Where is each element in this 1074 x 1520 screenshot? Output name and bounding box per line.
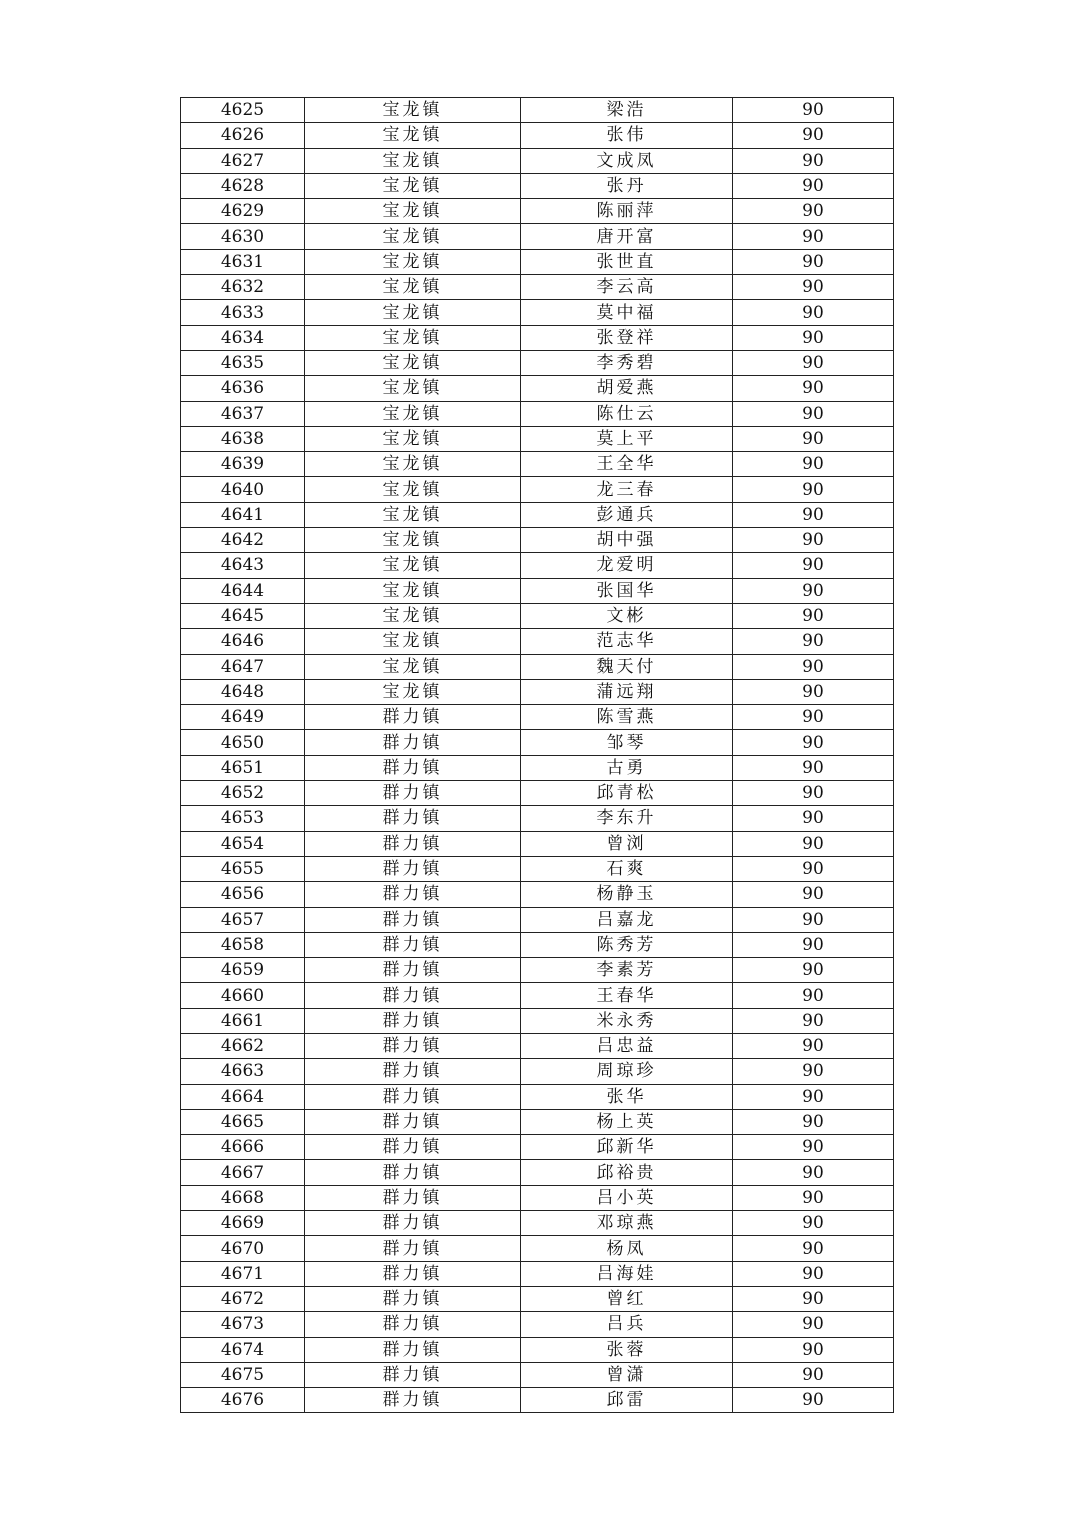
person-name-cell: 张伟: [521, 123, 733, 148]
person-name-cell: 彭通兵: [521, 502, 733, 527]
table-row: [181, 173, 894, 198]
table-row: [181, 275, 894, 300]
score-cell: 90: [733, 1008, 894, 1033]
row-number-cell: 4676: [181, 1388, 305, 1413]
person-name-cell: 王全华: [521, 452, 733, 477]
town-cell: 群力镇: [305, 1160, 521, 1185]
score-cell: 90: [733, 882, 894, 907]
score-cell: 90: [733, 148, 894, 173]
town-cell: 群力镇: [305, 1261, 521, 1286]
person-name-cell: 文彬: [521, 603, 733, 628]
score-cell: 90: [733, 1059, 894, 1084]
town-cell: 群力镇: [305, 1312, 521, 1337]
row-number-cell: 4662: [181, 1033, 305, 1058]
row-number-cell: 4670: [181, 1236, 305, 1261]
town-cell: 宝龙镇: [305, 275, 521, 300]
person-name-cell: 吕小英: [521, 1185, 733, 1210]
score-cell: 90: [733, 376, 894, 401]
row-number-cell: 4669: [181, 1211, 305, 1236]
table-row: [181, 679, 894, 704]
score-cell: 90: [733, 275, 894, 300]
table-row: [181, 1135, 894, 1160]
table-row: [181, 1337, 894, 1362]
town-cell: 宝龙镇: [305, 654, 521, 679]
row-number-cell: 4629: [181, 199, 305, 224]
row-number-cell: 4646: [181, 629, 305, 654]
person-name-cell: 魏天付: [521, 654, 733, 679]
person-name-cell: 张丹: [521, 173, 733, 198]
table-row: [181, 1008, 894, 1033]
town-cell: 宝龙镇: [305, 173, 521, 198]
row-number-cell: 4658: [181, 932, 305, 957]
person-name-cell: 范志华: [521, 629, 733, 654]
town-cell: 宝龙镇: [305, 376, 521, 401]
town-cell: 群力镇: [305, 1185, 521, 1210]
table-row: [181, 603, 894, 628]
score-cell: 90: [733, 553, 894, 578]
table-row: [181, 325, 894, 350]
score-cell: 90: [733, 1109, 894, 1134]
row-number-cell: 4635: [181, 350, 305, 375]
score-cell: 90: [733, 603, 894, 628]
person-name-cell: 陈丽萍: [521, 199, 733, 224]
row-number-cell: 4672: [181, 1286, 305, 1311]
score-cell: 90: [733, 958, 894, 983]
person-name-cell: 龙三春: [521, 477, 733, 502]
town-cell: 宝龙镇: [305, 148, 521, 173]
score-cell: 90: [733, 199, 894, 224]
score-cell: 90: [733, 1337, 894, 1362]
town-cell: 宝龙镇: [305, 98, 521, 123]
table-row: [181, 1160, 894, 1185]
person-name-cell: 张华: [521, 1084, 733, 1109]
person-name-cell: 邹琴: [521, 730, 733, 755]
person-name-cell: 张世直: [521, 249, 733, 274]
row-number-cell: 4649: [181, 705, 305, 730]
person-name-cell: 张蓉: [521, 1337, 733, 1362]
row-number-cell: 4674: [181, 1337, 305, 1362]
person-name-cell: 邱新华: [521, 1135, 733, 1160]
score-cell: 90: [733, 629, 894, 654]
table-row: [181, 1059, 894, 1084]
score-cell: 90: [733, 300, 894, 325]
row-number-cell: 4657: [181, 907, 305, 932]
row-number-cell: 4667: [181, 1160, 305, 1185]
row-number-cell: 4656: [181, 882, 305, 907]
row-number-cell: 4663: [181, 1059, 305, 1084]
row-number-cell: 4653: [181, 806, 305, 831]
score-cell: 90: [733, 426, 894, 451]
town-cell: 群力镇: [305, 1362, 521, 1387]
row-number-cell: 4637: [181, 401, 305, 426]
table-row: [181, 654, 894, 679]
table-row: [181, 224, 894, 249]
row-number-cell: 4654: [181, 831, 305, 856]
score-cell: 90: [733, 173, 894, 198]
town-cell: 宝龙镇: [305, 249, 521, 274]
score-cell: 90: [733, 477, 894, 502]
person-name-cell: 曾浏: [521, 831, 733, 856]
score-cell: 90: [733, 528, 894, 553]
table-row: [181, 1286, 894, 1311]
score-cell: 90: [733, 1362, 894, 1387]
person-name-cell: 杨静玉: [521, 882, 733, 907]
row-number-cell: 4632: [181, 275, 305, 300]
person-name-cell: 曾潇: [521, 1362, 733, 1387]
row-number-cell: 4660: [181, 983, 305, 1008]
score-cell: 90: [733, 1261, 894, 1286]
score-cell: 90: [733, 350, 894, 375]
row-number-cell: 4625: [181, 98, 305, 123]
table-row: [181, 1236, 894, 1261]
row-number-cell: 4643: [181, 553, 305, 578]
town-cell: 宝龙镇: [305, 629, 521, 654]
score-cell: 90: [733, 1388, 894, 1413]
person-name-cell: 杨上英: [521, 1109, 733, 1134]
town-cell: 宝龙镇: [305, 553, 521, 578]
score-cell: 90: [733, 831, 894, 856]
person-name-cell: 龙爱明: [521, 553, 733, 578]
score-cell: 90: [733, 705, 894, 730]
score-cell: 90: [733, 98, 894, 123]
person-name-cell: 莫中福: [521, 300, 733, 325]
row-number-cell: 4659: [181, 958, 305, 983]
town-cell: 群力镇: [305, 806, 521, 831]
table-row: [181, 856, 894, 881]
table-row: [181, 199, 894, 224]
table-row: [181, 781, 894, 806]
row-number-cell: 4628: [181, 173, 305, 198]
table-row: [181, 148, 894, 173]
table-row: [181, 502, 894, 527]
table-row: [181, 426, 894, 451]
town-cell: 宝龙镇: [305, 502, 521, 527]
table-row: [181, 1211, 894, 1236]
row-number-cell: 4655: [181, 856, 305, 881]
town-cell: 群力镇: [305, 755, 521, 780]
person-name-cell: 唐开富: [521, 224, 733, 249]
table-row: [181, 1084, 894, 1109]
table-row: [181, 452, 894, 477]
town-cell: 宝龙镇: [305, 578, 521, 603]
score-cell: 90: [733, 781, 894, 806]
row-number-cell: 4665: [181, 1109, 305, 1134]
row-number-cell: 4648: [181, 679, 305, 704]
table-row: [181, 350, 894, 375]
table-row: [181, 1261, 894, 1286]
row-number-cell: 4651: [181, 755, 305, 780]
score-cell: 90: [733, 907, 894, 932]
person-name-cell: 邓琼燕: [521, 1211, 733, 1236]
town-cell: 群力镇: [305, 882, 521, 907]
row-number-cell: 4668: [181, 1185, 305, 1210]
table-row: [181, 477, 894, 502]
town-cell: 群力镇: [305, 1033, 521, 1058]
person-name-cell: 吕海娃: [521, 1261, 733, 1286]
score-cell: 90: [733, 983, 894, 1008]
score-cell: 90: [733, 401, 894, 426]
score-cell: 90: [733, 1033, 894, 1058]
table-row: [181, 553, 894, 578]
score-cell: 90: [733, 679, 894, 704]
score-cell: 90: [733, 1084, 894, 1109]
table-row: [181, 123, 894, 148]
town-cell: 群力镇: [305, 705, 521, 730]
person-name-cell: 陈秀芳: [521, 932, 733, 957]
table-row: [181, 1312, 894, 1337]
town-cell: 群力镇: [305, 983, 521, 1008]
score-cell: 90: [733, 325, 894, 350]
town-cell: 宝龙镇: [305, 426, 521, 451]
row-number-cell: 4626: [181, 123, 305, 148]
table-row: [181, 831, 894, 856]
town-cell: 群力镇: [305, 1109, 521, 1134]
table-row: [181, 907, 894, 932]
town-cell: 群力镇: [305, 1211, 521, 1236]
score-cell: 90: [733, 1185, 894, 1210]
town-cell: 群力镇: [305, 781, 521, 806]
table-row: [181, 755, 894, 780]
score-cell: 90: [733, 654, 894, 679]
town-cell: 群力镇: [305, 1286, 521, 1311]
row-number-cell: 4644: [181, 578, 305, 603]
table-row: [181, 528, 894, 553]
table-row: [181, 1033, 894, 1058]
town-cell: 宝龙镇: [305, 452, 521, 477]
person-name-cell: 文成凤: [521, 148, 733, 173]
table-row: [181, 629, 894, 654]
score-cell: 90: [733, 730, 894, 755]
score-cell: 90: [733, 1211, 894, 1236]
score-cell: 90: [733, 224, 894, 249]
town-cell: 宝龙镇: [305, 679, 521, 704]
score-cell: 90: [733, 1286, 894, 1311]
town-cell: 宝龙镇: [305, 123, 521, 148]
row-number-cell: 4631: [181, 249, 305, 274]
town-cell: 宝龙镇: [305, 528, 521, 553]
town-cell: 宝龙镇: [305, 401, 521, 426]
score-cell: 90: [733, 452, 894, 477]
row-number-cell: 4673: [181, 1312, 305, 1337]
table-row: [181, 983, 894, 1008]
table-row: [181, 1362, 894, 1387]
row-number-cell: 4630: [181, 224, 305, 249]
score-cell: 90: [733, 856, 894, 881]
town-cell: 宝龙镇: [305, 199, 521, 224]
row-number-cell: 4636: [181, 376, 305, 401]
row-number-cell: 4642: [181, 528, 305, 553]
score-cell: 90: [733, 932, 894, 957]
table-row: [181, 932, 894, 957]
table-row: [181, 98, 894, 123]
town-cell: 群力镇: [305, 730, 521, 755]
person-name-cell: 曾红: [521, 1286, 733, 1311]
town-cell: 群力镇: [305, 1135, 521, 1160]
row-number-cell: 4666: [181, 1135, 305, 1160]
score-cell: 90: [733, 1312, 894, 1337]
town-cell: 宝龙镇: [305, 224, 521, 249]
row-number-cell: 4640: [181, 477, 305, 502]
row-number-cell: 4647: [181, 654, 305, 679]
person-name-cell: 古勇: [521, 755, 733, 780]
score-cell: 90: [733, 1135, 894, 1160]
town-cell: 群力镇: [305, 1059, 521, 1084]
score-cell: 90: [733, 249, 894, 274]
person-name-cell: 吕嘉龙: [521, 907, 733, 932]
score-cell: 90: [733, 755, 894, 780]
person-name-cell: 邱青松: [521, 781, 733, 806]
table-row: [181, 806, 894, 831]
roster-table-body: [181, 98, 894, 1413]
row-number-cell: 4664: [181, 1084, 305, 1109]
row-number-cell: 4650: [181, 730, 305, 755]
table-row: [181, 401, 894, 426]
town-cell: 宝龙镇: [305, 477, 521, 502]
row-number-cell: 4675: [181, 1362, 305, 1387]
row-number-cell: 4671: [181, 1261, 305, 1286]
table-row: [181, 1185, 894, 1210]
town-cell: 群力镇: [305, 856, 521, 881]
town-cell: 宝龙镇: [305, 300, 521, 325]
town-cell: 群力镇: [305, 831, 521, 856]
row-number-cell: 4634: [181, 325, 305, 350]
score-cell: 90: [733, 1236, 894, 1261]
person-name-cell: 陈雪燕: [521, 705, 733, 730]
row-number-cell: 4633: [181, 300, 305, 325]
score-cell: 90: [733, 123, 894, 148]
table-row: [181, 1109, 894, 1134]
town-cell: 宝龙镇: [305, 325, 521, 350]
table-row: [181, 249, 894, 274]
person-name-cell: 杨凤: [521, 1236, 733, 1261]
person-name-cell: 胡爱燕: [521, 376, 733, 401]
person-name-cell: 陈仕云: [521, 401, 733, 426]
person-name-cell: 吕忠益: [521, 1033, 733, 1058]
person-name-cell: 吕兵: [521, 1312, 733, 1337]
person-name-cell: 张国华: [521, 578, 733, 603]
table-row: [181, 1388, 894, 1413]
score-cell: 90: [733, 502, 894, 527]
score-cell: 90: [733, 1160, 894, 1185]
person-name-cell: 李云高: [521, 275, 733, 300]
town-cell: 群力镇: [305, 1388, 521, 1413]
person-name-cell: 周琼珍: [521, 1059, 733, 1084]
score-cell: 90: [733, 578, 894, 603]
person-name-cell: 李东升: [521, 806, 733, 831]
row-number-cell: 4638: [181, 426, 305, 451]
town-cell: 群力镇: [305, 907, 521, 932]
row-number-cell: 4661: [181, 1008, 305, 1033]
person-name-cell: 邱雷: [521, 1388, 733, 1413]
row-number-cell: 4627: [181, 148, 305, 173]
table-row: [181, 958, 894, 983]
person-name-cell: 李秀碧: [521, 350, 733, 375]
table-row: [181, 376, 894, 401]
person-name-cell: 李素芳: [521, 958, 733, 983]
town-cell: 群力镇: [305, 1236, 521, 1261]
table-row: [181, 300, 894, 325]
town-cell: 群力镇: [305, 1084, 521, 1109]
person-name-cell: 米永秀: [521, 1008, 733, 1033]
person-name-cell: 王春华: [521, 983, 733, 1008]
town-cell: 宝龙镇: [305, 350, 521, 375]
table-row: [181, 882, 894, 907]
person-name-cell: 梁浩: [521, 98, 733, 123]
town-cell: 群力镇: [305, 1337, 521, 1362]
town-cell: 群力镇: [305, 932, 521, 957]
table-row: [181, 578, 894, 603]
person-name-cell: 莫上平: [521, 426, 733, 451]
row-number-cell: 4641: [181, 502, 305, 527]
row-number-cell: 4652: [181, 781, 305, 806]
roster-table: [180, 97, 894, 1413]
person-name-cell: 胡中强: [521, 528, 733, 553]
row-number-cell: 4645: [181, 603, 305, 628]
table-row: [181, 730, 894, 755]
town-cell: 群力镇: [305, 1008, 521, 1033]
person-name-cell: 石爽: [521, 856, 733, 881]
row-number-cell: 4639: [181, 452, 305, 477]
person-name-cell: 蒲远翔: [521, 679, 733, 704]
table-row: [181, 705, 894, 730]
town-cell: 群力镇: [305, 958, 521, 983]
town-cell: 宝龙镇: [305, 603, 521, 628]
score-cell: 90: [733, 806, 894, 831]
person-name-cell: 邱裕贵: [521, 1160, 733, 1185]
person-name-cell: 张登祥: [521, 325, 733, 350]
